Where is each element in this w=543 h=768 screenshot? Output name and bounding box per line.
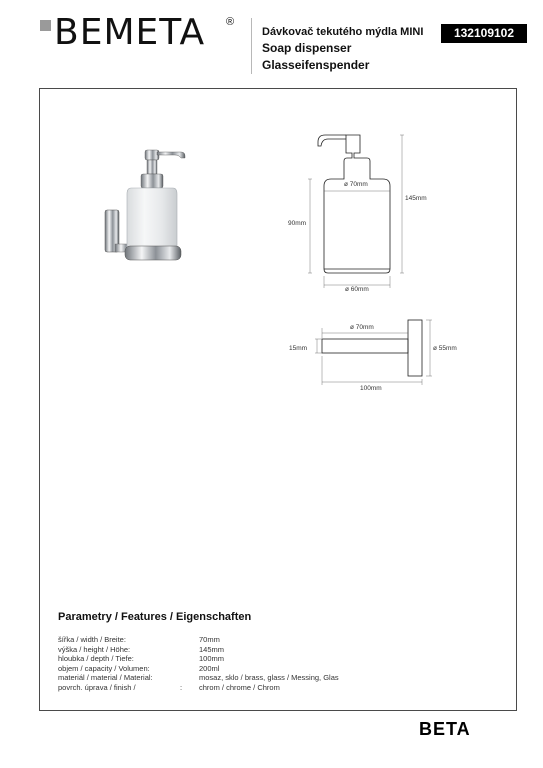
side-view-plate xyxy=(408,320,422,376)
front-view-outline xyxy=(324,135,390,273)
param-label: objem / capacity / Volumen: xyxy=(58,663,150,673)
front-diameter-bottom: ø 60mm xyxy=(345,286,369,293)
param-row xyxy=(58,654,378,664)
side-thickness: 15mm xyxy=(289,345,308,352)
series-name: BETA xyxy=(419,719,471,739)
param-value: 100mm xyxy=(199,654,225,663)
front-body-height: 90mm xyxy=(288,220,307,227)
parameters-section xyxy=(58,611,378,692)
param-value: 70mm xyxy=(199,635,220,644)
product-photo xyxy=(85,140,195,285)
front-view-spout xyxy=(318,135,346,146)
brand-logo xyxy=(40,12,240,58)
param-row xyxy=(58,683,378,693)
param-label: materiál / material / Material: xyxy=(58,673,153,682)
front-diameter-top: ø 70mm xyxy=(344,181,368,188)
side-plate-diameter: ø 55mm xyxy=(433,345,457,352)
front-total-height: 145mm xyxy=(405,195,427,202)
pump-collar xyxy=(141,174,163,188)
pump-spout xyxy=(157,152,185,158)
param-row xyxy=(58,635,378,645)
param-row xyxy=(58,673,378,683)
param-label: šířka / width / Breite: xyxy=(58,635,126,644)
param-label: výška / height / Höhe: xyxy=(58,644,131,654)
product-code-badge: 132109102 xyxy=(441,24,527,43)
side-depth: 100mm xyxy=(360,385,382,392)
param-row xyxy=(58,645,378,655)
pump-neck xyxy=(147,160,157,174)
param-value: chrom / chrome / Chrom xyxy=(199,682,280,692)
product-titles xyxy=(262,24,442,74)
param-label: hloubka / depth / Tiefe: xyxy=(58,654,134,663)
title-de: Glasseifenspender xyxy=(262,58,370,72)
side-diameter: ø 70mm xyxy=(350,324,374,331)
holder-ring xyxy=(125,246,181,260)
header-divider xyxy=(251,18,252,74)
parameters-title: Parametry / Features / Eigenschaften xyxy=(58,611,252,623)
param-row xyxy=(58,664,378,674)
registered-mark: ® xyxy=(226,16,235,28)
technical-drawing xyxy=(280,110,470,410)
logo-square xyxy=(40,20,51,31)
param-label: povrch. úprava / finish / xyxy=(58,682,136,692)
param-value: 145mm xyxy=(199,644,225,654)
side-view-arm xyxy=(322,339,408,353)
param-value: 200ml xyxy=(199,663,220,673)
brand-name: BEMETA xyxy=(54,12,206,53)
param-value: mosaz, sklo / brass, glass / Messing, Glas xyxy=(199,673,339,682)
title-cz: Dávkovač tekutého mýdla MINI xyxy=(262,26,424,38)
param-separator: : xyxy=(180,682,183,692)
title-en: Soap dispenser xyxy=(262,41,352,55)
